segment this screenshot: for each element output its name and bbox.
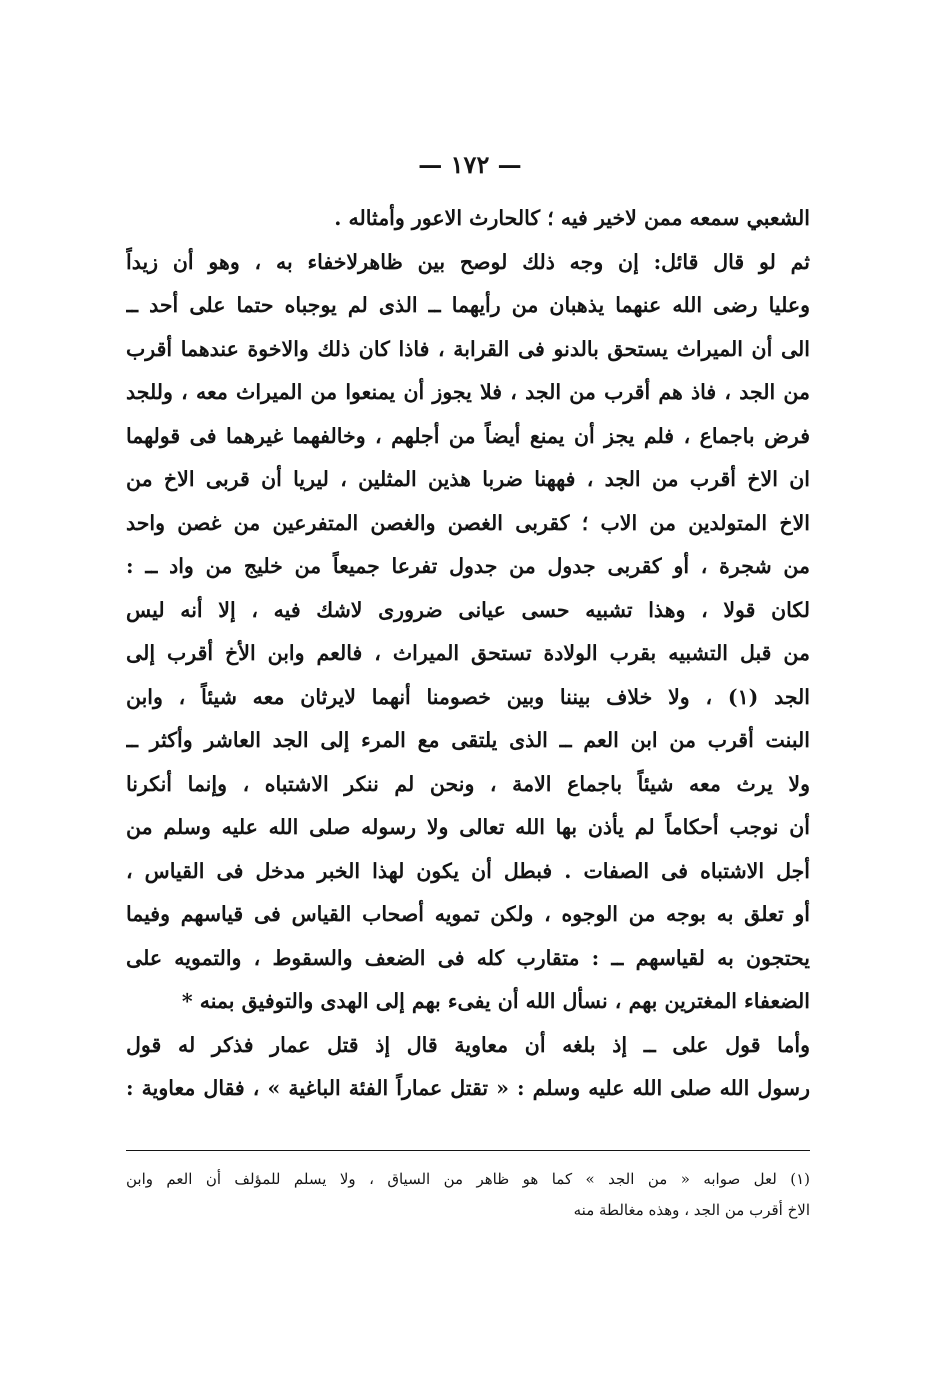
text-line: ثم لو قال قائل: إن وجه ذلك لوصح بين ظاهرلاخفاء به ، وهو أن زيداً bbox=[126, 249, 810, 274]
text-line: فرض باجماع ، فلم يجز أن يمنع أيضاً من أجلهم ، وخالفهما غيرهما فى قولهما bbox=[126, 423, 810, 448]
page-number: — ١٧٢ — bbox=[418, 150, 522, 179]
text-line: ولا يرث معه شيئاً باجماع الامة ، ونحن لم ننكر الاشتباه ، وإنما أنكرنا bbox=[126, 771, 810, 796]
text-line: وعليا رضى الله عنهما يذهبان من رأيهما ــ الذى لم يوجباه حتما على أحد ــ bbox=[126, 293, 810, 317]
text-line: الضعفاء المغترين بهم ، نسأل الله أن يفىء بهم إلى الهدى والتوفيق بمنه * bbox=[181, 989, 810, 1013]
text-line: رسول الله صلى الله عليه وسلم : « تقتل عماراً الفئة الباغية » ، فقال معاوية : bbox=[126, 1076, 810, 1100]
footnote-line: الاخ أقرب من الجد ، وهذه مغالطة منه bbox=[573, 1201, 810, 1219]
footnote-divider bbox=[126, 1150, 810, 1151]
footnote bbox=[126, 1164, 810, 1226]
text-line: أجل الاشتباه فى الصفات . فبطل أن يكون لهذا الخبر مدخل فى القياس ، bbox=[126, 858, 810, 883]
text-line: ان الاخ أقرب من الجد ، فههنا ضربا هذين المثلين ، ليريا أن قربى الاخ من bbox=[126, 467, 810, 491]
text-line: البنت أقرب من ابن العم ــ الذى يلتقى مع المرء إلى الجد العاشر وأكثر ــ bbox=[126, 728, 810, 752]
text-line: أن نوجب أحكاماً لم يأذن بها الله تعالى ولا رسوله صلى الله عليه وسلم من bbox=[126, 815, 810, 839]
text-line: لكان قولا ، وهذا تشبيه حسى عيانى ضرورى لاشك فيه ، إلا أنه ليس bbox=[126, 597, 810, 622]
text-line: الشعبي سمعه ممن لاخير فيه ؛ كالحارث الاعور وأمثاله . bbox=[334, 206, 810, 230]
text-line: من الجد ، فاذ هم أقرب من الجد ، فلا يجوز أن يمنعوا من الميراث معه ، وللجد bbox=[126, 380, 810, 404]
text-line: من قبل التشبيه بقرب الولادة تستحق الميراث ، فالعم وابن الأخ أقرب إلى bbox=[126, 641, 810, 665]
footnote-line: (١) لعل صوابه « من الجد » كما هو ظاهر من السياق ، ولا يسلم للمؤلف أن العم وابن bbox=[126, 1170, 810, 1188]
text-line: من شجرة ، أو كقربى جدول من جدول تفرعا جميعاً من خليج من واد ــ : bbox=[126, 554, 810, 578]
text-line: يحتجون به لقياسهم ــ : متقارب كله فى الضعف والسقوط ، والتمويه على bbox=[126, 945, 810, 970]
text-line: الجد (١) ، ولا خلاف بيننا وبين خصومنا أنهما لايرثان معه شيئاً ، وابن bbox=[126, 684, 810, 709]
text-line: الى أن الميراث يستحق بالدنو فى القرابة ، فاذا كان ذلك والاخوة عندهما أقرب bbox=[126, 336, 810, 361]
text-line: أو تعلق به بوجه من الوجوه ، ولكن تمويه أصحاب القياس فى قياسهم وفيما bbox=[126, 902, 810, 926]
body-text bbox=[126, 197, 810, 1111]
text-line: وأما قول على ــ إذ بلغه أن معاوية قال إذ قتل عمار فذكر له قول bbox=[126, 1032, 810, 1057]
text-line: الاخ المتولدين من الاب ؛ كقربى الغصن والغصن المتفرعين من غصن واحد bbox=[126, 510, 810, 535]
